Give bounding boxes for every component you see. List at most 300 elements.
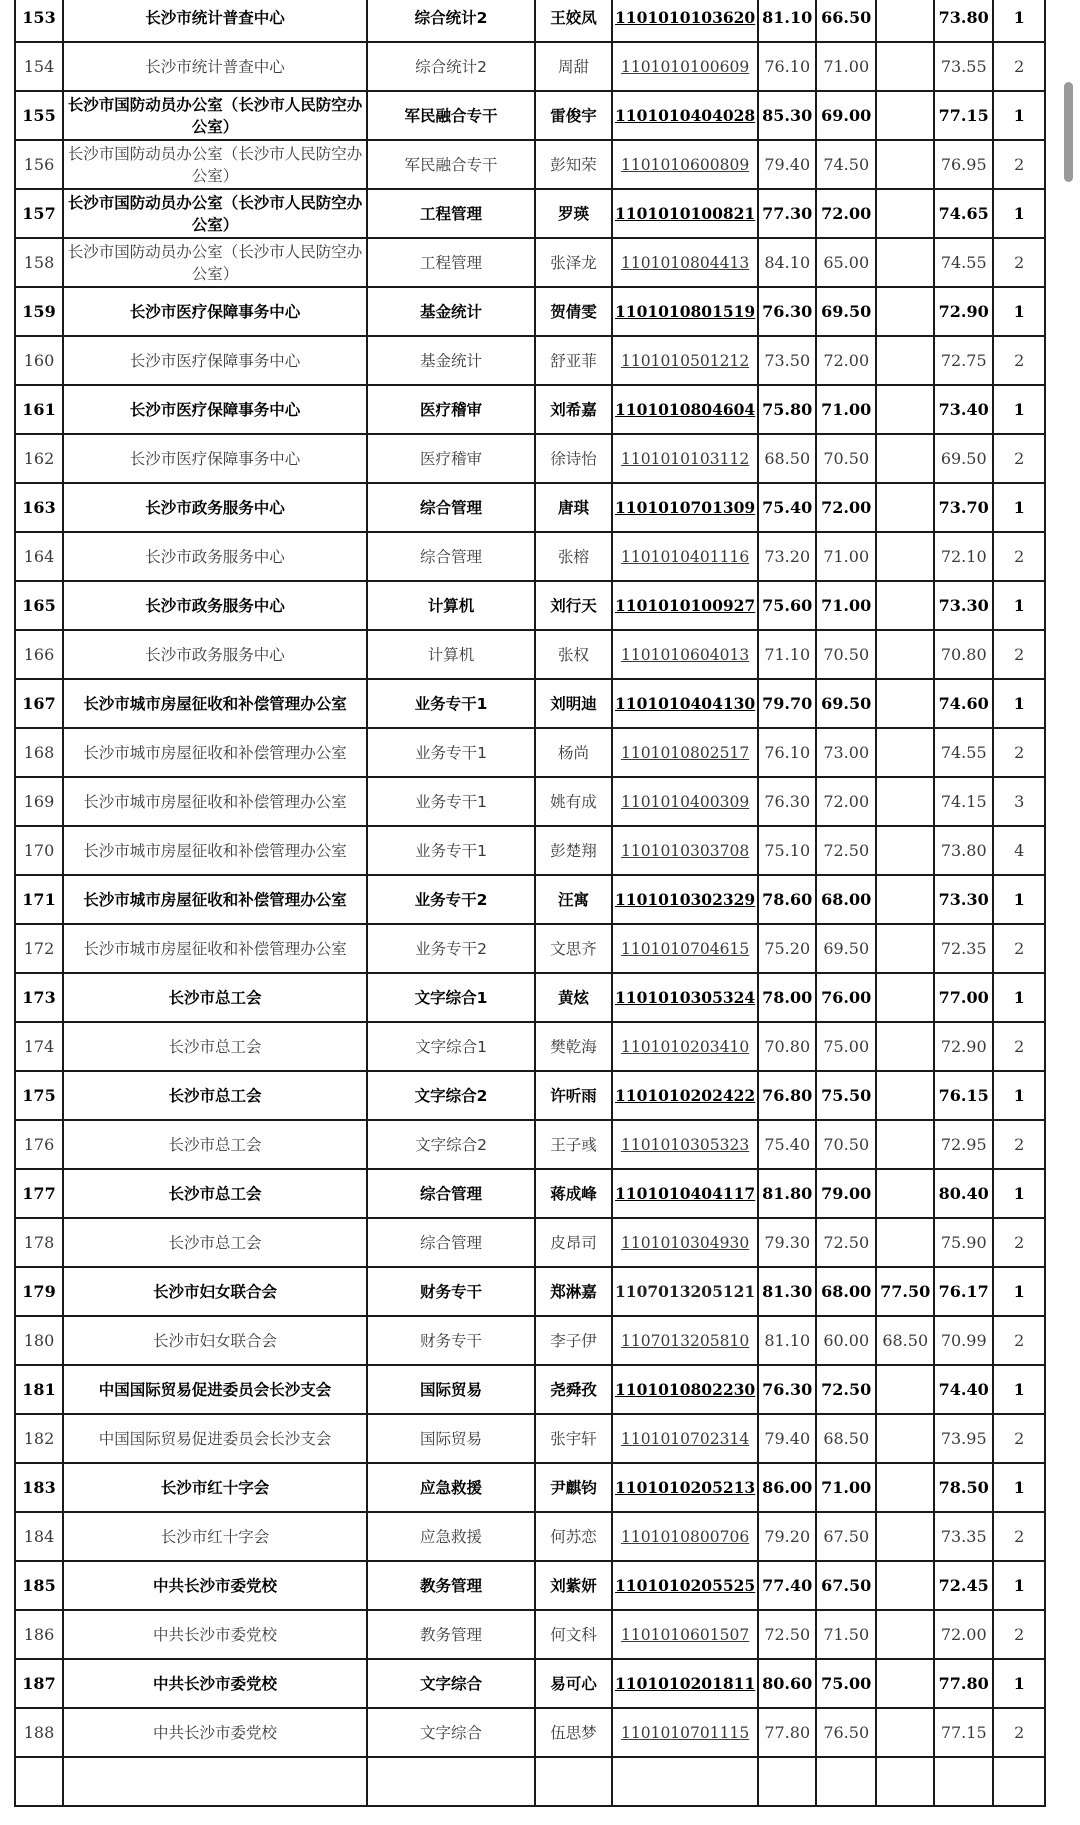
row-number: 179 bbox=[15, 1267, 63, 1316]
table-row bbox=[15, 140, 1045, 189]
table-row bbox=[15, 924, 1045, 973]
written-score: 79.30 bbox=[758, 1218, 816, 1267]
table-row bbox=[15, 483, 1045, 532]
exam-id-link[interactable]: 1101010404130 bbox=[612, 679, 758, 728]
written-score: 73.20 bbox=[758, 532, 816, 581]
written-score: 81.10 bbox=[758, 1316, 816, 1365]
exam-id-link[interactable]: 1101010501212 bbox=[612, 336, 758, 385]
post-name: 综合管理 bbox=[367, 532, 535, 581]
extra-score bbox=[876, 630, 934, 679]
interview-score: 66.50 bbox=[816, 0, 876, 42]
written-score: 81.80 bbox=[758, 1169, 816, 1218]
row-number: 171 bbox=[15, 875, 63, 924]
exam-id-link[interactable]: 1101010802517 bbox=[612, 728, 758, 777]
unit-name: 中共长沙市委党校 bbox=[63, 1708, 367, 1757]
written-score: 75.40 bbox=[758, 483, 816, 532]
row-number: 157 bbox=[15, 189, 63, 238]
row-number: 186 bbox=[15, 1610, 63, 1659]
row-number: 180 bbox=[15, 1316, 63, 1365]
unit-name: 长沙市国防动员办公室（长沙市人民防空办公室） bbox=[63, 238, 367, 287]
unit-name: 长沙市城市房屋征收和补偿管理办公室 bbox=[63, 924, 367, 973]
interview-score: 71.50 bbox=[816, 1610, 876, 1659]
unit-name: 长沙市城市房屋征收和补偿管理办公室 bbox=[63, 728, 367, 777]
exam-id-link[interactable]: 1101010601507 bbox=[612, 1610, 758, 1659]
post-name: 工程管理 bbox=[367, 189, 535, 238]
total-score: 73.30 bbox=[934, 581, 993, 630]
extra-score: 77.50 bbox=[876, 1267, 934, 1316]
extra-score bbox=[876, 1022, 934, 1071]
row-number: 159 bbox=[15, 287, 63, 336]
candidate-name: 彭知荣 bbox=[535, 140, 612, 189]
extra-score bbox=[876, 679, 934, 728]
interview-score: 69.50 bbox=[816, 924, 876, 973]
post-name: 国际贸易 bbox=[367, 1365, 535, 1414]
post-name: 综合管理 bbox=[367, 1169, 535, 1218]
rank: 1 bbox=[993, 1071, 1045, 1120]
exam-id-link[interactable]: 1101010103620 bbox=[612, 0, 758, 42]
interview-score: 76.50 bbox=[816, 1708, 876, 1757]
unit-name: 中国国际贸易促进委员会长沙支会 bbox=[63, 1414, 367, 1463]
extra-score bbox=[876, 1757, 934, 1806]
candidate-name: 郑淋嘉 bbox=[535, 1267, 612, 1316]
candidate-name: 唐琪 bbox=[535, 483, 612, 532]
post-name: 国际贸易 bbox=[367, 1414, 535, 1463]
row-number: 170 bbox=[15, 826, 63, 875]
exam-id-link[interactable]: 1101010305324 bbox=[612, 973, 758, 1022]
exam-id-link[interactable]: 1101010702314 bbox=[612, 1414, 758, 1463]
post-name: 军民融合专干 bbox=[367, 140, 535, 189]
written-score: 75.80 bbox=[758, 385, 816, 434]
total-score: 74.15 bbox=[934, 777, 993, 826]
interview-score: 72.50 bbox=[816, 1218, 876, 1267]
candidate-name: 蒋成峰 bbox=[535, 1169, 612, 1218]
rank: 2 bbox=[993, 1218, 1045, 1267]
post-name: 医疗稽审 bbox=[367, 385, 535, 434]
written-score bbox=[758, 1757, 816, 1806]
extra-score bbox=[876, 336, 934, 385]
interview-score: 71.00 bbox=[816, 1463, 876, 1512]
post-name: 教务管理 bbox=[367, 1610, 535, 1659]
unit-name: 长沙市总工会 bbox=[63, 1218, 367, 1267]
table-row bbox=[15, 973, 1045, 1022]
written-score: 77.80 bbox=[758, 1708, 816, 1757]
post-name bbox=[367, 1757, 535, 1806]
candidate-name: 王子彧 bbox=[535, 1120, 612, 1169]
written-score: 81.30 bbox=[758, 1267, 816, 1316]
interview-score: 69.50 bbox=[816, 287, 876, 336]
table-row bbox=[15, 336, 1045, 385]
interview-score: 68.00 bbox=[816, 1267, 876, 1316]
extra-score bbox=[876, 728, 934, 777]
post-name: 文字综合1 bbox=[367, 1022, 535, 1071]
row-number: 173 bbox=[15, 973, 63, 1022]
candidate-name: 何文科 bbox=[535, 1610, 612, 1659]
post-name: 财务专干 bbox=[367, 1316, 535, 1365]
post-name: 业务专干2 bbox=[367, 924, 535, 973]
written-score: 78.00 bbox=[758, 973, 816, 1022]
table-row bbox=[15, 1316, 1045, 1365]
unit-name: 长沙市城市房屋征收和补偿管理办公室 bbox=[63, 826, 367, 875]
row-number: 182 bbox=[15, 1414, 63, 1463]
table-row bbox=[15, 1610, 1045, 1659]
post-name: 综合管理 bbox=[367, 483, 535, 532]
unit-name: 长沙市政务服务中心 bbox=[63, 483, 367, 532]
exam-id-link[interactable]: 1107013205810 bbox=[612, 1316, 758, 1365]
row-number: 158 bbox=[15, 238, 63, 287]
exam-id-link[interactable]: 1101010304930 bbox=[612, 1218, 758, 1267]
candidate-name: 许听雨 bbox=[535, 1071, 612, 1120]
post-name: 财务专干 bbox=[367, 1267, 535, 1316]
exam-id-link[interactable]: 1101010205525 bbox=[612, 1561, 758, 1610]
row-number: 154 bbox=[15, 42, 63, 91]
row-number: 175 bbox=[15, 1071, 63, 1120]
total-score: 80.40 bbox=[934, 1169, 993, 1218]
interview-score bbox=[816, 1757, 876, 1806]
table-row bbox=[15, 238, 1045, 287]
extra-score bbox=[876, 0, 934, 42]
candidate-name: 雷俊宇 bbox=[535, 91, 612, 140]
exam-id-link[interactable]: 1101010404117 bbox=[612, 1169, 758, 1218]
rank: 2 bbox=[993, 532, 1045, 581]
unit-name: 中国国际贸易促进委员会长沙支会 bbox=[63, 1365, 367, 1414]
written-score: 79.20 bbox=[758, 1512, 816, 1561]
exam-id-link[interactable]: 1101010600809 bbox=[612, 140, 758, 189]
row-number: 153 bbox=[15, 0, 63, 42]
unit-name: 长沙市总工会 bbox=[63, 973, 367, 1022]
exam-id-link[interactable]: 1101010303708 bbox=[612, 826, 758, 875]
written-score: 71.10 bbox=[758, 630, 816, 679]
extra-score bbox=[876, 1169, 934, 1218]
row-number: 183 bbox=[15, 1463, 63, 1512]
candidate-name: 周甜 bbox=[535, 42, 612, 91]
written-score: 77.40 bbox=[758, 1561, 816, 1610]
row-number: 162 bbox=[15, 434, 63, 483]
interview-score: 60.00 bbox=[816, 1316, 876, 1365]
unit-name: 长沙市统计普查中心 bbox=[63, 0, 367, 42]
rank: 2 bbox=[993, 140, 1045, 189]
interview-score: 72.00 bbox=[816, 777, 876, 826]
exam-id-link[interactable]: 1101010201811 bbox=[612, 1659, 758, 1708]
rank: 1 bbox=[993, 875, 1045, 924]
rank: 2 bbox=[993, 1610, 1045, 1659]
extra-score bbox=[876, 532, 934, 581]
table-row bbox=[15, 1757, 1045, 1806]
interview-score: 68.00 bbox=[816, 875, 876, 924]
unit-name: 长沙市统计普查中心 bbox=[63, 42, 367, 91]
rank: 2 bbox=[993, 630, 1045, 679]
candidate-name: 刘希嘉 bbox=[535, 385, 612, 434]
total-score: 72.95 bbox=[934, 1120, 993, 1169]
extra-score bbox=[876, 1365, 934, 1414]
candidate-name: 伍思梦 bbox=[535, 1708, 612, 1757]
unit-name: 中共长沙市委党校 bbox=[63, 1610, 367, 1659]
rank: 1 bbox=[993, 0, 1045, 42]
post-name: 应急救援 bbox=[367, 1512, 535, 1561]
table-row bbox=[15, 91, 1045, 140]
interview-score: 71.00 bbox=[816, 532, 876, 581]
exam-id-link[interactable]: 1101010701309 bbox=[612, 483, 758, 532]
rank: 2 bbox=[993, 1414, 1045, 1463]
written-score: 79.70 bbox=[758, 679, 816, 728]
unit-name: 长沙市城市房屋征收和补偿管理办公室 bbox=[63, 679, 367, 728]
row-number bbox=[15, 1757, 63, 1806]
total-score: 73.55 bbox=[934, 42, 993, 91]
written-score: 77.30 bbox=[758, 189, 816, 238]
table-row bbox=[15, 728, 1045, 777]
exam-id-link[interactable]: 1101010305323 bbox=[612, 1120, 758, 1169]
interview-score: 72.50 bbox=[816, 1365, 876, 1414]
candidate-name: 舒亚菲 bbox=[535, 336, 612, 385]
extra-score bbox=[876, 434, 934, 483]
exam-id-link[interactable]: 1101010203410 bbox=[612, 1022, 758, 1071]
written-score: 76.30 bbox=[758, 777, 816, 826]
extra-score bbox=[876, 581, 934, 630]
written-score: 76.30 bbox=[758, 287, 816, 336]
exam-id-link[interactable]: 1101010100821 bbox=[612, 189, 758, 238]
interview-score: 72.00 bbox=[816, 189, 876, 238]
post-name: 医疗稽审 bbox=[367, 434, 535, 483]
post-name: 业务专干1 bbox=[367, 679, 535, 728]
table-row bbox=[15, 1365, 1045, 1414]
total-score: 72.90 bbox=[934, 1022, 993, 1071]
table-row bbox=[15, 0, 1045, 42]
extra-score bbox=[876, 238, 934, 287]
total-score: 74.60 bbox=[934, 679, 993, 728]
post-name: 综合统计2 bbox=[367, 42, 535, 91]
exam-id-link[interactable]: 1101010202422 bbox=[612, 1071, 758, 1120]
unit-name bbox=[63, 1757, 367, 1806]
exam-id-link: 1107013205121 bbox=[612, 1267, 758, 1316]
interview-score: 74.50 bbox=[816, 140, 876, 189]
candidate-name: 杨尚 bbox=[535, 728, 612, 777]
total-score: 69.50 bbox=[934, 434, 993, 483]
table-row bbox=[15, 1561, 1045, 1610]
scrollbar[interactable] bbox=[1064, 82, 1073, 182]
unit-name: 长沙市政务服务中心 bbox=[63, 630, 367, 679]
row-number: 167 bbox=[15, 679, 63, 728]
written-score: 75.40 bbox=[758, 1120, 816, 1169]
total-score: 73.40 bbox=[934, 385, 993, 434]
row-number: 176 bbox=[15, 1120, 63, 1169]
candidate-name bbox=[535, 1757, 612, 1806]
extra-score bbox=[876, 385, 934, 434]
interview-score: 75.00 bbox=[816, 1659, 876, 1708]
unit-name: 长沙市国防动员办公室（长沙市人民防空办公室） bbox=[63, 189, 367, 238]
rank: 1 bbox=[993, 91, 1045, 140]
rank: 1 bbox=[993, 189, 1045, 238]
exam-id-link[interactable]: 1101010302329 bbox=[612, 875, 758, 924]
interview-score: 67.50 bbox=[816, 1512, 876, 1561]
written-score: 75.60 bbox=[758, 581, 816, 630]
extra-score bbox=[876, 924, 934, 973]
interview-score: 72.00 bbox=[816, 483, 876, 532]
interview-score: 75.50 bbox=[816, 1071, 876, 1120]
post-name: 工程管理 bbox=[367, 238, 535, 287]
rank: 1 bbox=[993, 1365, 1045, 1414]
unit-name: 长沙市妇女联合会 bbox=[63, 1316, 367, 1365]
candidate-name: 刘明迪 bbox=[535, 679, 612, 728]
unit-name: 中共长沙市委党校 bbox=[63, 1561, 367, 1610]
row-number: 165 bbox=[15, 581, 63, 630]
post-name: 基金统计 bbox=[367, 287, 535, 336]
interview-score: 70.50 bbox=[816, 1120, 876, 1169]
row-number: 181 bbox=[15, 1365, 63, 1414]
post-name: 计算机 bbox=[367, 630, 535, 679]
rank: 2 bbox=[993, 1022, 1045, 1071]
candidate-name: 尧舜孜 bbox=[535, 1365, 612, 1414]
total-score: 70.80 bbox=[934, 630, 993, 679]
total-score: 74.40 bbox=[934, 1365, 993, 1414]
rank: 1 bbox=[993, 287, 1045, 336]
written-score: 68.50 bbox=[758, 434, 816, 483]
extra-score bbox=[876, 189, 934, 238]
exam-id-link[interactable]: 1101010100609 bbox=[612, 42, 758, 91]
post-name: 文字综合1 bbox=[367, 973, 535, 1022]
total-score: 73.35 bbox=[934, 1512, 993, 1561]
post-name: 文字综合 bbox=[367, 1659, 535, 1708]
interview-score: 71.00 bbox=[816, 42, 876, 91]
unit-name: 长沙市医疗保障事务中心 bbox=[63, 434, 367, 483]
written-score: 79.40 bbox=[758, 1414, 816, 1463]
exam-id-link[interactable]: 1101010604013 bbox=[612, 630, 758, 679]
written-score: 80.60 bbox=[758, 1659, 816, 1708]
rank: 2 bbox=[993, 434, 1045, 483]
extra-score bbox=[876, 42, 934, 91]
post-name: 文字综合 bbox=[367, 1708, 535, 1757]
exam-id-link[interactable]: 1101010804413 bbox=[612, 238, 758, 287]
row-number: 188 bbox=[15, 1708, 63, 1757]
total-score: 73.80 bbox=[934, 826, 993, 875]
unit-name: 长沙市妇女联合会 bbox=[63, 1267, 367, 1316]
candidate-name: 王姣凤 bbox=[535, 0, 612, 42]
extra-score bbox=[876, 1659, 934, 1708]
exam-id-link[interactable]: 1101010804604 bbox=[612, 385, 758, 434]
exam-id-link[interactable]: 1101010800706 bbox=[612, 1512, 758, 1561]
table-row bbox=[15, 1708, 1045, 1757]
candidate-name: 徐诗怡 bbox=[535, 434, 612, 483]
exam-id-link[interactable]: 1101010103112 bbox=[612, 434, 758, 483]
candidate-name: 张宇轩 bbox=[535, 1414, 612, 1463]
interview-score: 71.00 bbox=[816, 385, 876, 434]
extra-score bbox=[876, 875, 934, 924]
unit-name: 长沙市红十字会 bbox=[63, 1463, 367, 1512]
post-name: 军民融合专干 bbox=[367, 91, 535, 140]
exam-id-link[interactable]: 1101010801519 bbox=[612, 287, 758, 336]
extra-score bbox=[876, 1512, 934, 1561]
written-score: 75.20 bbox=[758, 924, 816, 973]
candidate-name: 彭楚翔 bbox=[535, 826, 612, 875]
row-number: 172 bbox=[15, 924, 63, 973]
rank: 1 bbox=[993, 1561, 1045, 1610]
rank: 4 bbox=[993, 826, 1045, 875]
table-row bbox=[15, 630, 1045, 679]
written-score: 85.30 bbox=[758, 91, 816, 140]
rank: 1 bbox=[993, 679, 1045, 728]
post-name: 综合统计2 bbox=[367, 0, 535, 42]
exam-id-link[interactable]: 1101010404028 bbox=[612, 91, 758, 140]
rank: 2 bbox=[993, 336, 1045, 385]
row-number: 166 bbox=[15, 630, 63, 679]
unit-name: 长沙市红十字会 bbox=[63, 1512, 367, 1561]
exam-id-link[interactable]: 1101010802230 bbox=[612, 1365, 758, 1414]
post-name: 基金统计 bbox=[367, 336, 535, 385]
total-score: 76.17 bbox=[934, 1267, 993, 1316]
total-score: 77.15 bbox=[934, 1708, 993, 1757]
candidate-name: 刘紫妍 bbox=[535, 1561, 612, 1610]
rank: 2 bbox=[993, 1708, 1045, 1757]
interview-score: 71.00 bbox=[816, 581, 876, 630]
table-row bbox=[15, 777, 1045, 826]
extra-score bbox=[876, 1463, 934, 1512]
interview-score: 72.00 bbox=[816, 336, 876, 385]
extra-score bbox=[876, 777, 934, 826]
total-score: 72.45 bbox=[934, 1561, 993, 1610]
table-row bbox=[15, 1169, 1045, 1218]
rank: 1 bbox=[993, 1267, 1045, 1316]
row-number: 164 bbox=[15, 532, 63, 581]
rank: 1 bbox=[993, 581, 1045, 630]
exam-id-link[interactable]: 1101010704615 bbox=[612, 924, 758, 973]
extra-score bbox=[876, 1120, 934, 1169]
post-name: 业务专干1 bbox=[367, 728, 535, 777]
table-row bbox=[15, 1120, 1045, 1169]
candidate-name: 皮昂司 bbox=[535, 1218, 612, 1267]
rank: 2 bbox=[993, 42, 1045, 91]
candidate-name: 李子伊 bbox=[535, 1316, 612, 1365]
post-name: 教务管理 bbox=[367, 1561, 535, 1610]
exam-id-link[interactable]: 1101010205213 bbox=[612, 1463, 758, 1512]
extra-score bbox=[876, 287, 934, 336]
total-score: 72.10 bbox=[934, 532, 993, 581]
candidate-name: 罗瑛 bbox=[535, 189, 612, 238]
table-row bbox=[15, 581, 1045, 630]
table-row bbox=[15, 1414, 1045, 1463]
row-number: 163 bbox=[15, 483, 63, 532]
post-name: 业务专干1 bbox=[367, 777, 535, 826]
rank: 1 bbox=[993, 1463, 1045, 1512]
candidate-name: 姚有成 bbox=[535, 777, 612, 826]
unit-name: 长沙市总工会 bbox=[63, 1071, 367, 1120]
unit-name: 长沙市国防动员办公室（长沙市人民防空办公室） bbox=[63, 140, 367, 189]
exam-id-link[interactable]: 1101010401116 bbox=[612, 532, 758, 581]
candidate-name: 张榕 bbox=[535, 532, 612, 581]
table-row bbox=[15, 1218, 1045, 1267]
row-number: 161 bbox=[15, 385, 63, 434]
total-score: 77.80 bbox=[934, 1659, 993, 1708]
row-number: 156 bbox=[15, 140, 63, 189]
extra-score bbox=[876, 1414, 934, 1463]
rank: 2 bbox=[993, 924, 1045, 973]
table-row bbox=[15, 1022, 1045, 1071]
exam-id-link[interactable]: 1101010100927 bbox=[612, 581, 758, 630]
extra-score bbox=[876, 140, 934, 189]
unit-name: 长沙市城市房屋征收和补偿管理办公室 bbox=[63, 777, 367, 826]
unit-name: 长沙市医疗保障事务中心 bbox=[63, 287, 367, 336]
exam-id-link[interactable]: 1101010400309 bbox=[612, 777, 758, 826]
exam-id-link[interactable]: 1101010701115 bbox=[612, 1708, 758, 1757]
table-row bbox=[15, 189, 1045, 238]
unit-name: 长沙市政务服务中心 bbox=[63, 581, 367, 630]
total-score: 74.55 bbox=[934, 238, 993, 287]
rank: 1 bbox=[993, 1659, 1045, 1708]
row-number: 187 bbox=[15, 1659, 63, 1708]
extra-score bbox=[876, 973, 934, 1022]
unit-name: 长沙市政务服务中心 bbox=[63, 532, 367, 581]
exam-id-link bbox=[612, 1757, 758, 1806]
post-name: 应急救援 bbox=[367, 1463, 535, 1512]
rank: 1 bbox=[993, 973, 1045, 1022]
written-score: 86.00 bbox=[758, 1463, 816, 1512]
